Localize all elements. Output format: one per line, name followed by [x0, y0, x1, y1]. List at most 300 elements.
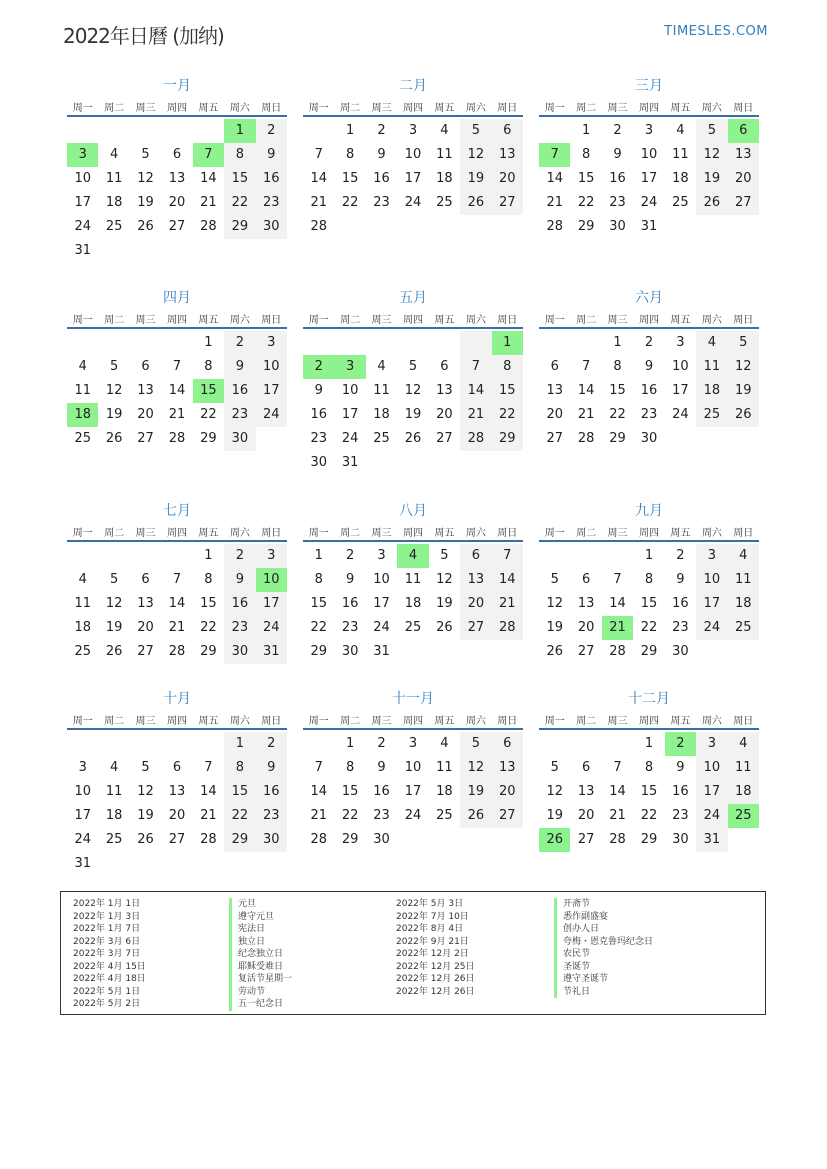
day-cell: 1: [204, 335, 213, 350]
month-name: 十二月: [628, 691, 670, 707]
day-cell: 13: [137, 383, 154, 398]
weekday-label: 周五: [198, 103, 219, 114]
day-cell: 8: [644, 760, 654, 775]
day-cell: 23: [310, 431, 327, 446]
day-cell: 26: [105, 431, 123, 446]
day-cell: 6: [492, 119, 523, 143]
day-cell: 21: [602, 616, 633, 640]
day-cell: 18: [728, 780, 759, 804]
day-cell: 23: [672, 620, 689, 635]
day-cell: 17: [256, 379, 287, 403]
day-cell: 3: [696, 544, 727, 568]
weekday-label: 周四: [638, 315, 659, 326]
day-cell: 1: [492, 331, 523, 355]
weekday-label: 周二: [576, 528, 597, 539]
day-cell: 4: [676, 123, 685, 138]
weekday-label: 周一: [72, 528, 93, 539]
day-cell: 8: [613, 359, 622, 374]
weekday-label: 周一: [544, 528, 565, 539]
day-cell: 19: [546, 808, 563, 823]
day-cell: 19: [137, 808, 154, 823]
day-cell: 28: [609, 832, 626, 847]
weekday-label: 周四: [166, 716, 187, 727]
day-cell: 31: [256, 640, 287, 664]
weekday-label: 周六: [229, 315, 250, 326]
day-cell: 2: [224, 544, 255, 568]
day-cell: 26: [460, 191, 491, 215]
day-cell: 7: [172, 572, 182, 587]
weekday-label: 周六: [229, 528, 250, 539]
day-cell: 10: [74, 784, 91, 799]
legend-holiday-name: 农民节: [563, 949, 591, 959]
weekday-label: 周五: [434, 103, 455, 114]
day-cell: 18: [436, 171, 453, 186]
legend-date: 2022年 3月 6日: [73, 936, 141, 947]
header-rule: [67, 728, 287, 730]
day-cell: 16: [310, 407, 327, 422]
day-cell: 21: [310, 808, 327, 823]
day-cell: 6: [440, 359, 449, 374]
day-cell: 27: [460, 616, 491, 640]
day-cell: 11: [436, 760, 453, 775]
day-cell: 26: [404, 431, 422, 446]
weekday-label: 周二: [576, 315, 597, 326]
day-cell: 19: [105, 620, 123, 635]
day-cell: 9: [224, 355, 255, 379]
weekday-label: 周六: [701, 315, 722, 326]
day-cell: 25: [436, 808, 453, 823]
weekday-label: 周三: [371, 716, 392, 727]
legend-date: 2022年 8月 4日: [396, 924, 464, 934]
weekday-label: 周三: [135, 103, 156, 114]
day-cell: 9: [676, 572, 685, 587]
day-cell: 21: [310, 195, 327, 210]
day-cell: 14: [200, 171, 217, 186]
day-cell: 28: [609, 644, 626, 659]
day-cell: 21: [200, 808, 217, 823]
day-cell: 15: [224, 780, 255, 804]
day-cell: 28: [460, 427, 491, 451]
day-cell: 22: [341, 195, 359, 210]
day-cell: 21: [492, 592, 523, 616]
day-cell: 1: [345, 736, 355, 751]
day-cell: 13: [577, 596, 595, 611]
day-cell: 11: [696, 355, 727, 379]
day-cell: 26: [137, 832, 154, 847]
day-cell: 7: [492, 544, 523, 568]
day-cell: 30: [672, 832, 689, 847]
weekday-label: 周五: [670, 103, 691, 114]
day-cell: 2: [665, 732, 696, 756]
day-cell: 27: [492, 191, 523, 215]
weekday-label: 周一: [72, 315, 93, 326]
legend-date: 2022年 12月 2日: [396, 949, 469, 959]
month-name: 三月: [635, 78, 663, 94]
day-cell: 11: [373, 383, 390, 398]
day-cell: 25: [436, 195, 453, 210]
day-cell: 22: [577, 195, 595, 210]
day-cell: 18: [105, 808, 123, 823]
weekday-label: 周三: [135, 716, 156, 727]
weekday-label: 周日: [497, 528, 518, 539]
weekday-label: 周一: [308, 103, 329, 114]
day-cell: 13: [728, 143, 759, 167]
day-cell: 27: [168, 832, 186, 847]
day-cell: 24: [672, 407, 689, 422]
legend-date: 2022年 3月 7日: [73, 949, 141, 959]
day-cell: 17: [341, 407, 359, 422]
day-cell: 30: [256, 828, 287, 852]
day-cell: 27: [546, 431, 563, 446]
day-cell: 28: [492, 616, 523, 640]
day-cell: 10: [74, 171, 91, 186]
day-cell: 31: [640, 219, 658, 234]
month-name: 十月: [163, 691, 191, 707]
weekday-label: 周五: [198, 716, 219, 727]
legend-holiday-name: 圣诞节: [563, 961, 591, 972]
day-cell: 18: [436, 784, 453, 799]
day-cell: 14: [609, 784, 626, 799]
day-cell: 2: [613, 123, 622, 138]
day-cell: 22: [640, 620, 658, 635]
day-cell: 1: [644, 548, 654, 563]
day-cell: 23: [373, 808, 390, 823]
day-cell: 17: [672, 383, 689, 398]
day-cell: 12: [137, 784, 154, 799]
header-rule: [539, 115, 759, 117]
day-cell: 3: [256, 544, 287, 568]
day-cell: 4: [440, 123, 449, 138]
weekday-label: 周四: [166, 103, 187, 114]
day-cell: 11: [105, 784, 123, 799]
day-cell: 3: [78, 760, 87, 775]
legend-holiday-name: 五一纪念日: [238, 999, 284, 1009]
legend-date: 2022年 5月 3日: [396, 899, 464, 909]
month-name: 二月: [399, 78, 427, 94]
day-cell: 12: [404, 383, 422, 398]
day-cell: 27: [728, 191, 759, 215]
day-cell: 17: [373, 596, 390, 611]
day-cell: 2: [676, 548, 685, 563]
day-cell: 31: [373, 644, 390, 659]
header-rule: [67, 540, 287, 542]
weekday-label: 周六: [465, 315, 486, 326]
day-cell: 8: [345, 147, 355, 162]
day-cell: 1: [224, 732, 255, 756]
header-rule: [303, 115, 523, 117]
day-cell: 9: [676, 760, 685, 775]
day-cell: 14: [577, 383, 595, 398]
holiday-legend: [60, 891, 766, 1015]
day-cell: 14: [609, 596, 626, 611]
day-cell: 8: [224, 143, 255, 167]
day-cell: 8: [492, 355, 523, 379]
day-cell: 23: [609, 195, 626, 210]
day-cell: 21: [168, 620, 186, 635]
legend-holiday-name: 纪念独立日: [238, 949, 284, 959]
day-cell: 2: [256, 119, 287, 143]
day-cell: 6: [492, 732, 523, 756]
day-cell: 16: [672, 784, 689, 799]
month-name: 八月: [399, 503, 427, 519]
day-cell: 15: [224, 167, 255, 191]
legend-holiday-name: 劳动节: [238, 986, 266, 997]
day-cell: 22: [310, 620, 327, 635]
day-cell: 25: [672, 195, 689, 210]
weekday-label: 周四: [166, 315, 187, 326]
weekday-label: 周日: [733, 315, 754, 326]
day-cell: 15: [577, 171, 595, 186]
month-name: 四月: [163, 290, 191, 306]
day-cell: 19: [728, 379, 759, 403]
day-cell: 22: [341, 808, 359, 823]
day-cell: 4: [440, 736, 449, 751]
day-cell: 12: [728, 355, 759, 379]
day-cell: 10: [696, 568, 727, 592]
legend-holiday-name: 开斋节: [563, 899, 591, 909]
day-cell: 29: [609, 431, 626, 446]
day-cell: 15: [492, 379, 523, 403]
day-cell: 6: [728, 119, 759, 143]
legend-holiday-name: 悉作副盛宴: [563, 911, 609, 922]
day-cell: 6: [581, 572, 591, 587]
weekday-label: 周日: [733, 716, 754, 727]
day-cell: 30: [640, 431, 658, 446]
day-cell: 31: [341, 455, 359, 470]
day-cell: 24: [373, 620, 390, 635]
weekday-label: 周二: [576, 103, 597, 114]
weekday-label: 周三: [607, 716, 628, 727]
day-cell: 8: [644, 572, 654, 587]
day-cell: 22: [224, 804, 255, 828]
day-cell: 12: [696, 143, 727, 167]
day-cell: 22: [609, 407, 626, 422]
day-cell: 13: [460, 568, 491, 592]
day-cell: 25: [404, 620, 422, 635]
month-name: 十一月: [392, 691, 434, 707]
day-cell: 20: [492, 167, 523, 191]
day-cell: 19: [696, 167, 727, 191]
legend-holiday-name: 元旦: [238, 899, 257, 909]
weekday-label: 周三: [371, 103, 392, 114]
day-cell: 14: [168, 383, 186, 398]
day-cell: 28: [168, 431, 186, 446]
day-cell: 12: [105, 596, 123, 611]
day-cell: 5: [460, 732, 491, 756]
day-cell: 7: [172, 359, 182, 374]
day-cell: 23: [256, 804, 287, 828]
weekday-label: 周三: [135, 315, 156, 326]
weekday-label: 周一: [72, 103, 93, 114]
weekday-label: 周日: [733, 528, 754, 539]
day-cell: 6: [172, 147, 182, 162]
weekday-label: 周二: [340, 716, 361, 727]
legend-date: 2022年 7月 10日: [396, 911, 469, 922]
day-cell: 10: [640, 147, 658, 162]
day-cell: 16: [256, 167, 287, 191]
day-cell: 18: [696, 379, 727, 403]
weekday-label: 周三: [607, 528, 628, 539]
day-cell: 3: [408, 123, 418, 138]
weekday-label: 周五: [670, 716, 691, 727]
day-cell: 16: [341, 596, 359, 611]
month-name: 九月: [635, 503, 663, 519]
legend-date: 2022年 1月 3日: [73, 911, 141, 922]
site-brand[interactable]: TIMESLES.COM: [664, 24, 768, 39]
day-cell: 15: [341, 784, 359, 799]
legend-date: 2022年 12月 26日: [396, 986, 475, 997]
day-cell: 29: [224, 828, 255, 852]
day-cell: 20: [728, 167, 759, 191]
day-cell: 4: [696, 331, 727, 355]
day-cell: 6: [460, 544, 491, 568]
day-cell: 18: [404, 596, 422, 611]
day-cell: 29: [200, 431, 217, 446]
day-cell: 29: [640, 832, 658, 847]
legend-holiday-name: 复活节星期一: [238, 974, 293, 984]
weekday-label: 周日: [497, 716, 518, 727]
legend-date: 2022年 5月 1日: [73, 986, 141, 997]
month-name: 五月: [399, 290, 427, 306]
weekend-empty-cell: [460, 331, 491, 355]
day-cell: 14: [168, 596, 186, 611]
day-cell: 30: [373, 832, 390, 847]
day-cell: 22: [200, 620, 217, 635]
weekday-label: 周二: [340, 315, 361, 326]
day-cell: 30: [341, 644, 359, 659]
day-cell: 18: [728, 592, 759, 616]
day-cell: 2: [644, 335, 654, 350]
day-cell: 21: [200, 195, 217, 210]
weekday-label: 周四: [638, 528, 659, 539]
weekday-label: 周五: [434, 716, 455, 727]
day-cell: 10: [256, 568, 287, 592]
day-cell: 16: [373, 171, 390, 186]
day-cell: 6: [172, 760, 182, 775]
day-cell: 8: [204, 359, 213, 374]
day-cell: 28: [310, 832, 327, 847]
day-cell: 29: [341, 832, 359, 847]
day-cell: 8: [345, 760, 355, 775]
day-cell: 1: [613, 335, 622, 350]
day-cell: 25: [373, 431, 390, 446]
header-rule: [303, 327, 523, 329]
day-cell: 6: [141, 572, 150, 587]
day-cell: 28: [546, 219, 563, 234]
day-cell: 7: [613, 760, 622, 775]
day-cell: 31: [74, 243, 91, 258]
weekday-label: 周四: [638, 103, 659, 114]
day-cell: 15: [640, 596, 658, 611]
day-cell: 20: [460, 592, 491, 616]
day-cell: 1: [345, 123, 355, 138]
weekday-label: 周三: [607, 315, 628, 326]
day-cell: 21: [609, 808, 626, 823]
header-rule: [539, 728, 759, 730]
page-title: 2022年日曆 (加纳): [63, 24, 224, 48]
weekday-label: 周四: [638, 716, 659, 727]
day-cell: 12: [460, 143, 491, 167]
day-cell: 19: [105, 407, 123, 422]
weekday-label: 周五: [670, 528, 691, 539]
month-name: 一月: [163, 78, 191, 94]
day-cell: 25: [696, 403, 727, 427]
weekday-label: 周二: [104, 315, 125, 326]
day-cell: 19: [460, 167, 491, 191]
day-cell: 31: [74, 856, 91, 871]
day-cell: 1: [204, 548, 213, 563]
day-cell: 9: [644, 359, 654, 374]
weekday-label: 周一: [544, 103, 565, 114]
day-cell: 3: [67, 143, 98, 167]
day-cell: 9: [224, 568, 255, 592]
day-cell: 5: [550, 572, 559, 587]
day-cell: 9: [314, 383, 323, 398]
day-cell: 21: [577, 407, 595, 422]
day-cell: 11: [728, 568, 759, 592]
month-name: 六月: [635, 290, 663, 306]
day-cell: 30: [672, 644, 689, 659]
day-cell: 7: [193, 143, 224, 167]
day-cell: 19: [460, 780, 491, 804]
day-cell: 9: [613, 147, 622, 162]
day-cell: 22: [640, 808, 658, 823]
day-cell: 13: [436, 383, 453, 398]
day-cell: 4: [78, 572, 87, 587]
day-cell: 24: [404, 195, 422, 210]
day-cell: 26: [728, 403, 759, 427]
day-cell: 5: [440, 548, 449, 563]
day-cell: 7: [539, 143, 570, 167]
day-cell: 14: [492, 568, 523, 592]
day-cell: 30: [609, 219, 626, 234]
weekday-label: 周六: [701, 716, 722, 727]
day-cell: 16: [224, 592, 255, 616]
day-cell: 13: [492, 143, 523, 167]
header-rule: [303, 540, 523, 542]
day-cell: 22: [492, 403, 523, 427]
day-cell: 23: [373, 195, 390, 210]
day-cell: 23: [672, 808, 689, 823]
day-cell: 25: [728, 616, 759, 640]
day-cell: 6: [581, 760, 591, 775]
weekday-label: 周日: [261, 716, 282, 727]
day-cell: 24: [256, 403, 287, 427]
day-cell: 10: [672, 359, 689, 374]
day-cell: 11: [74, 596, 91, 611]
day-cell: 26: [436, 620, 453, 635]
day-cell: 2: [345, 548, 355, 563]
day-cell: 7: [204, 760, 213, 775]
header-rule: [67, 327, 287, 329]
day-cell: 20: [577, 620, 595, 635]
weekday-label: 周一: [308, 315, 329, 326]
day-cell: 13: [168, 784, 186, 799]
day-cell: 4: [377, 359, 386, 374]
day-cell: 19: [546, 620, 563, 635]
day-cell: 8: [224, 756, 255, 780]
day-cell: 28: [200, 219, 217, 234]
day-cell: 20: [168, 195, 186, 210]
weekday-label: 周日: [261, 528, 282, 539]
day-cell: 29: [492, 427, 523, 451]
legend-names-left: [229, 898, 292, 1011]
day-cell: 10: [341, 383, 359, 398]
day-cell: 23: [640, 407, 658, 422]
day-cell: 4: [109, 760, 119, 775]
day-cell: 27: [168, 219, 186, 234]
weekday-label: 周二: [576, 716, 597, 727]
